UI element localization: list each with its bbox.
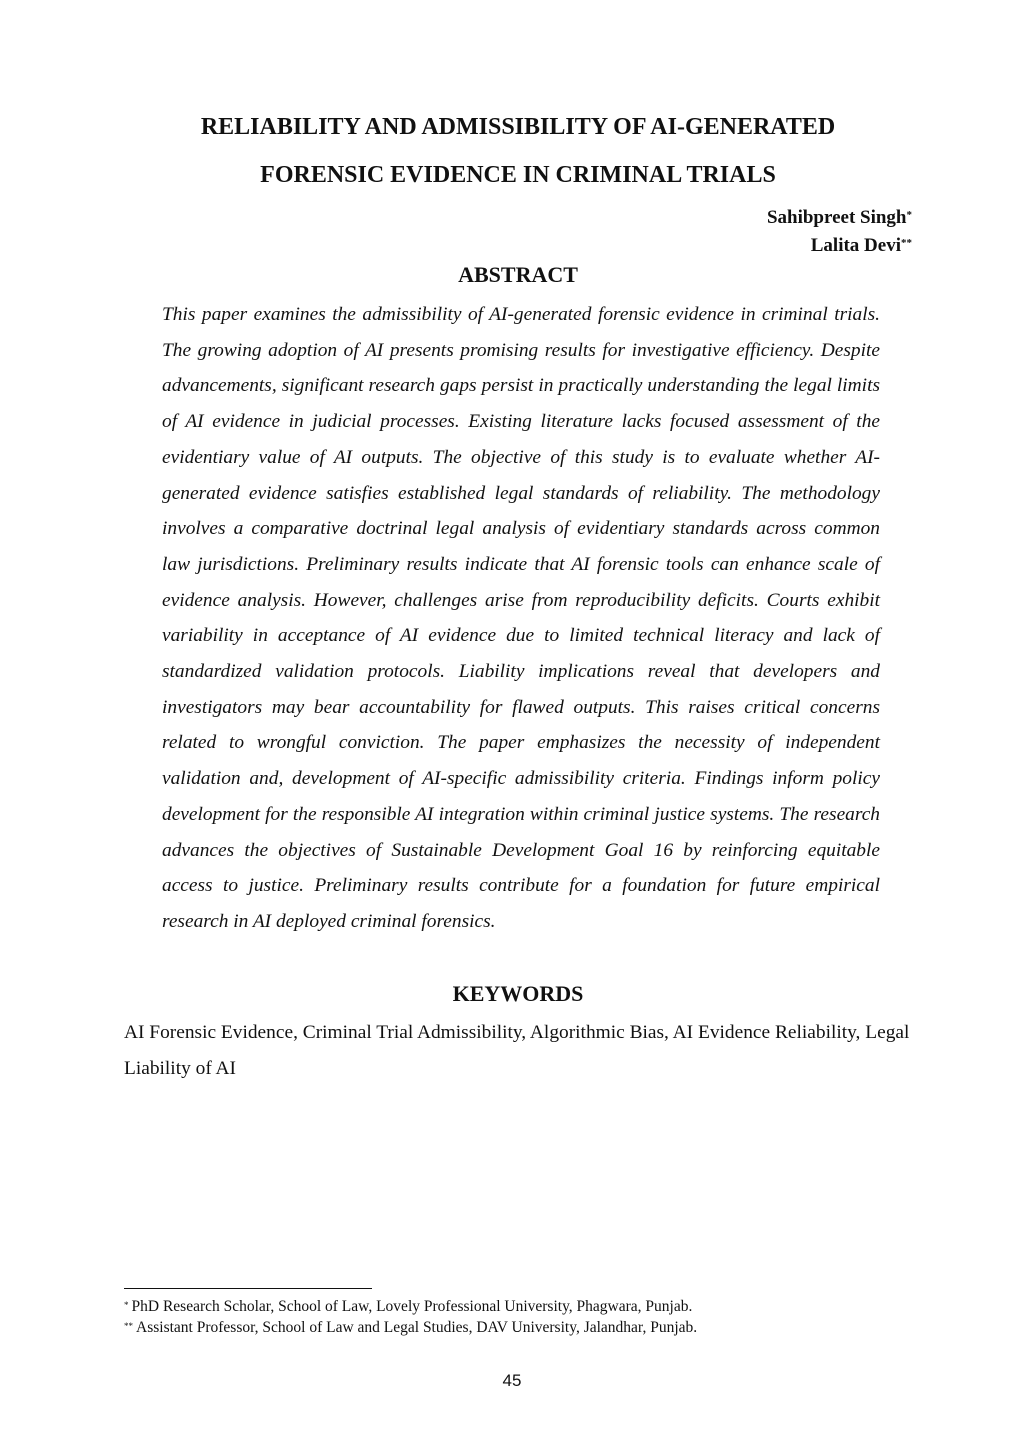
footnote-1 [124,1297,924,1317]
paper-title-line-2: FORENSIC EVIDENCE IN CRIMINAL TRIALS [260,162,776,188]
abstract-heading: ABSTRACT [458,262,578,287]
author-2-name: Lalita Devi [810,235,901,256]
footnote-1-mark: * [124,1300,129,1310]
footnote-divider [124,1288,372,1289]
author-2-footnote-mark: ** [901,237,912,249]
footnote-2 [124,1318,924,1338]
author-1-footnote-mark: * [906,209,912,221]
author-2 [811,234,912,258]
footnote-2-text: Assistant Professor, School of Law and Legal Studies, DAV University, Jalandhar, Punjab. [136,1319,698,1336]
footnote-2-mark: ** [124,1321,133,1331]
keywords-heading: KEYWORDS [452,981,584,1006]
abstract-body: This paper examines the admissibility of AI-generated forensic evidence in criminal trials. The growing adoption of AI presents promising results for investigative efficiency. Despite advancements, significant research gaps persist in practically understanding the legal limits of AI evidence in judicial processes. Existing literature lacks focused assessment of the evidentiary value of AI outputs. The objective of this study is to evaluate whether AI-generated evidence satisfies established legal standards of reliability. The methodology involves a comparative doctrinal legal analysis of evidentiary standards across common law jurisdictions. Preliminary results indicate that AI forensic tools can enhance scale of evidence analysis. However, challenges arise from reproducibility deficits. Courts exhibit variability in acceptance of AI evidence due to limited technical literacy and lack of standardized validation protocols. Liability implications reveal that developers and investigators may bear accountability for flawed outputs. This raises critical concerns related to wrongful conviction. The paper emphasizes the necessity of independent validation and, development of AI-specific admissibility criteria. Findings inform policy development for the responsible AI integration within criminal justice systems. The research advances the objectives of Sustainable Development Goal 16 by reinforcing equitable access to justice. Preliminary results contribute for a foundation for future empirical research in AI deployed criminal forensics. [162,304,880,932]
author-1-name: Sahibpreet Singh [766,207,907,228]
page-number: 45 [502,1371,522,1390]
paper-title-line-1: RELIABILITY AND ADMISSIBILITY OF AI-GENERATED [200,114,836,140]
footnote-1-text: PhD Research Scholar, School of Law, Lovely Professional University, Phagwara, Punjab. [131,1298,693,1315]
keywords-body: AI Forensic Evidence, Criminal Trial Admissibility, Algorithmic Bias, AI Evidence Reliability, Legal Liability of AI [124,1022,910,1079]
author-1 [767,206,912,230]
